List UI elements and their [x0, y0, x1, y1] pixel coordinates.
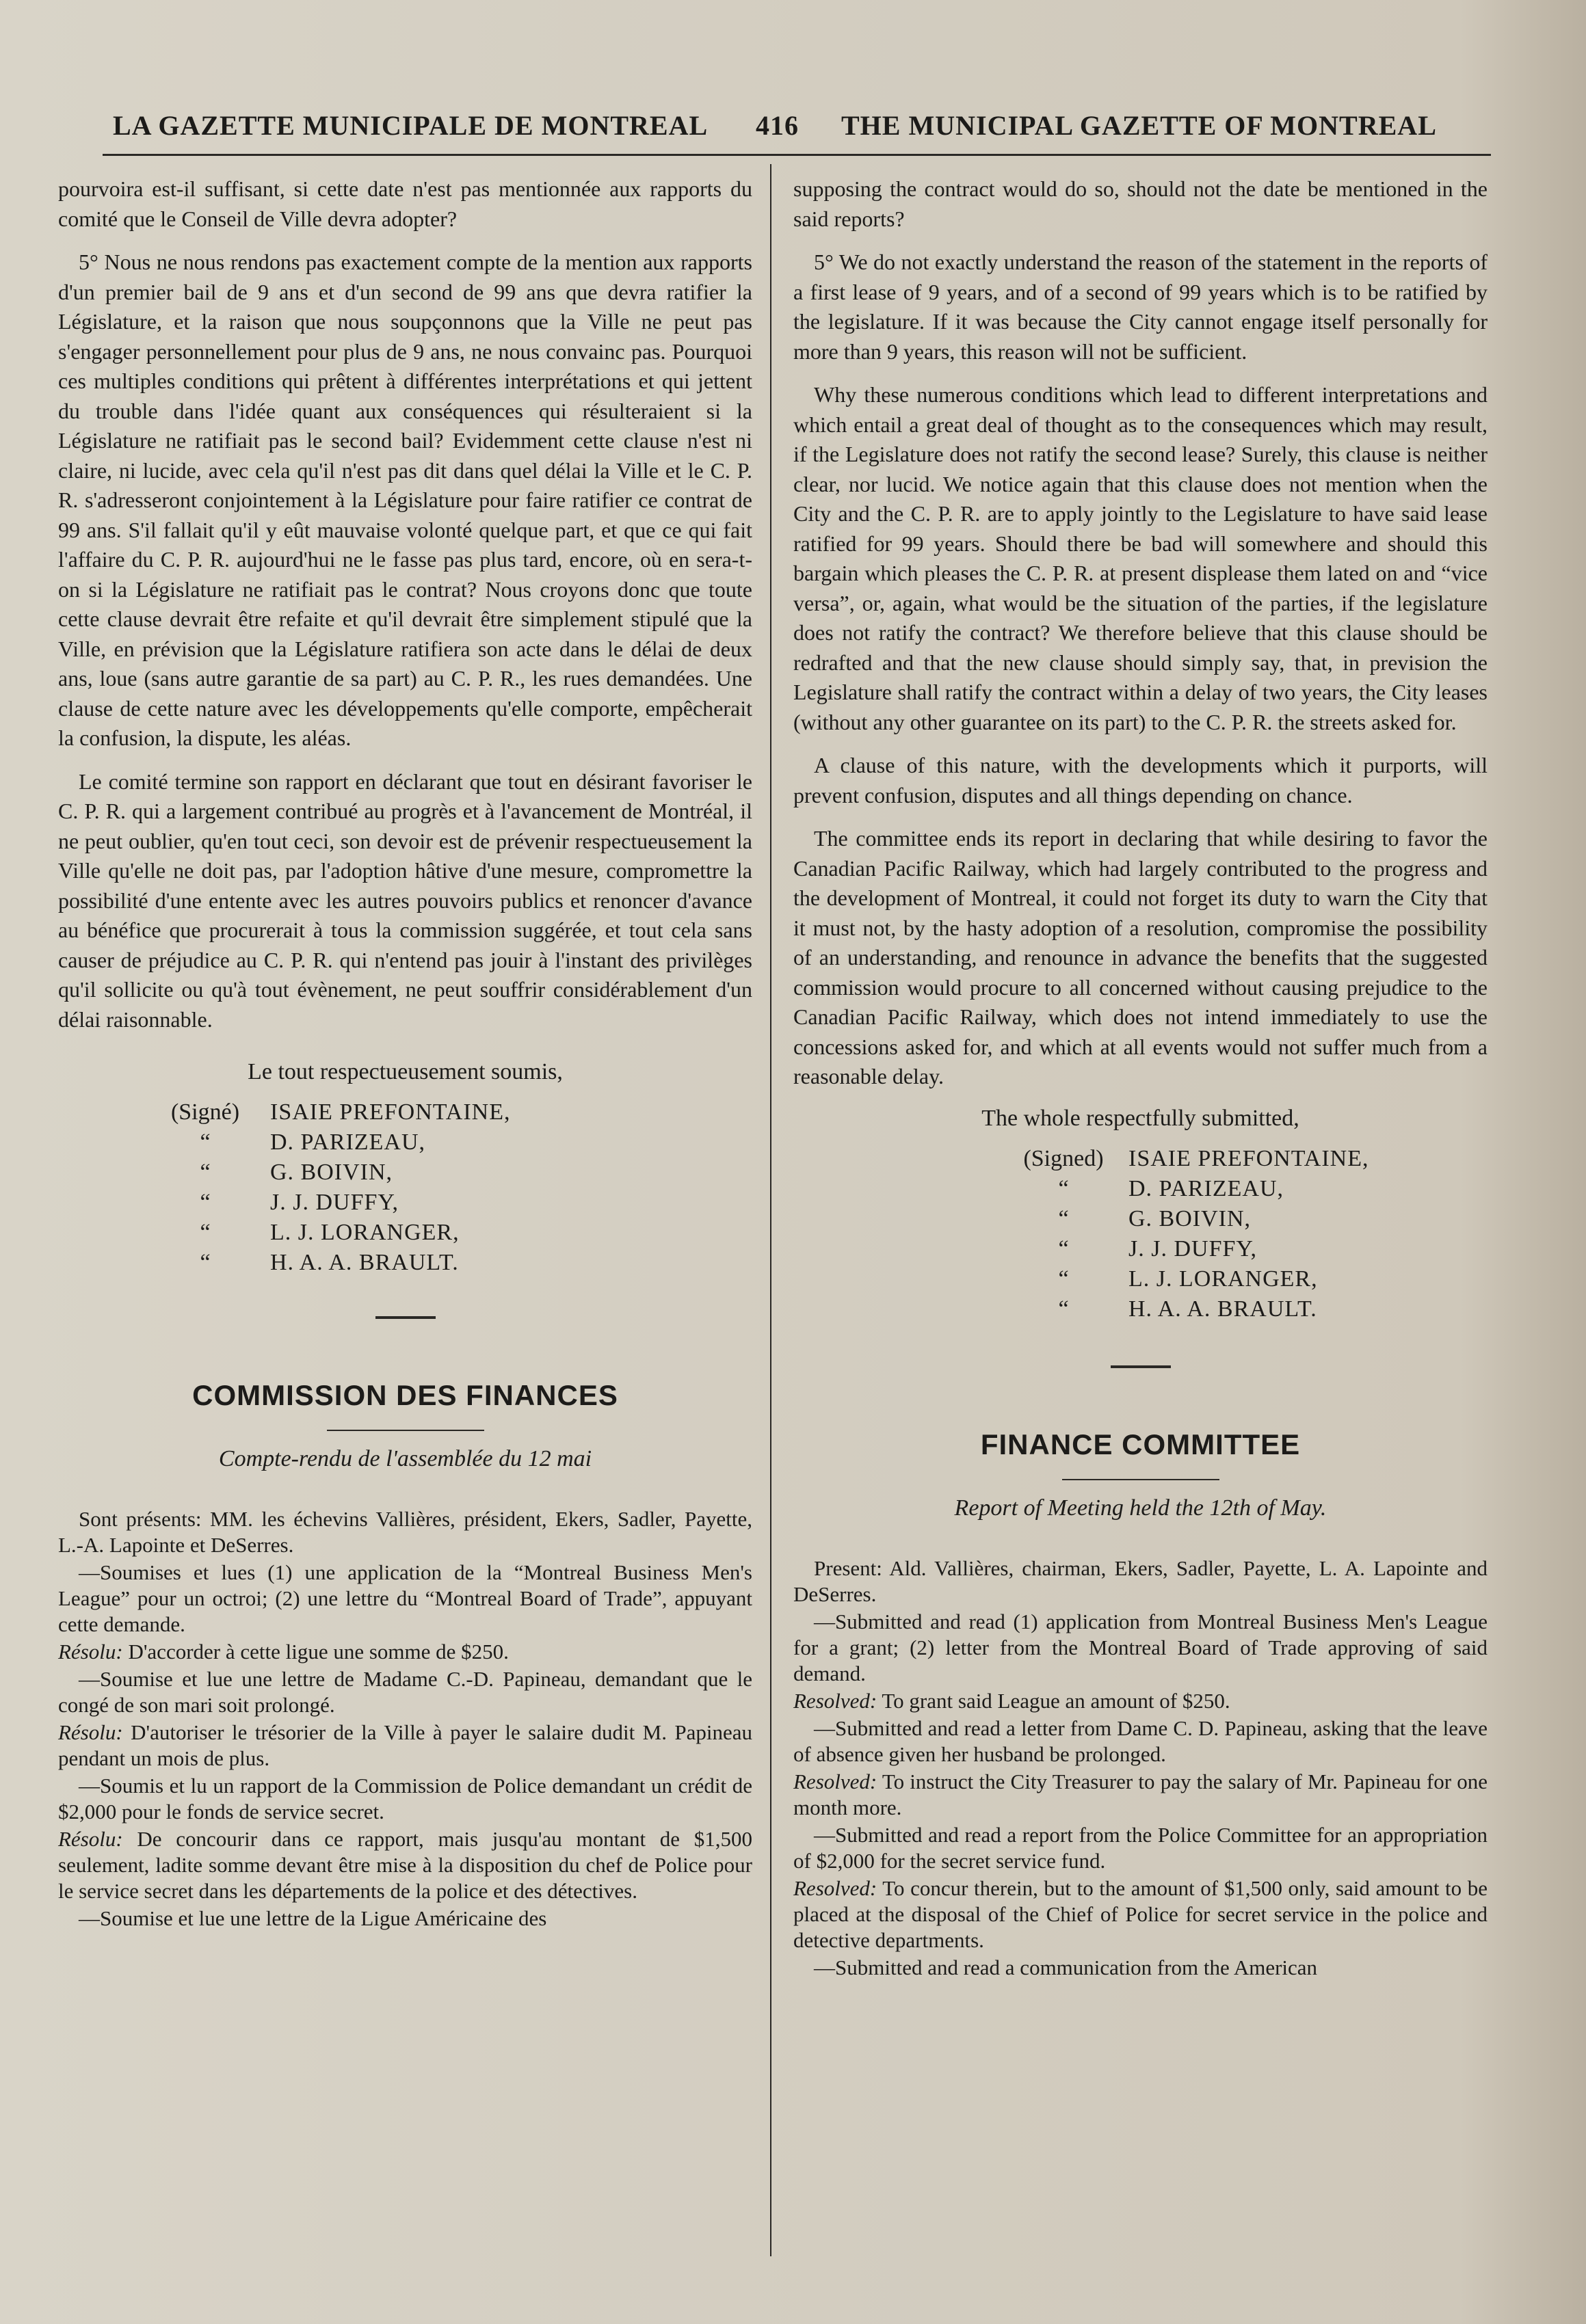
en-paragraph-1: supposing the contract would do so, should not the date be mentioned in the said reports? [793, 176, 1488, 231]
fr-signatory: L. J. LORANGER, [270, 1220, 460, 1245]
en-resolution-label: Resolved: [793, 1875, 877, 1900]
en-minute-text: —Submitted and read a letter from Dame C. D. Papineau, asking that the leave of absence given her husband be prolonged. [793, 1715, 1488, 1766]
en-minute-item [793, 1822, 1488, 1874]
fr-signed-label: (Signé) [170, 1099, 240, 1125]
en-signatory: ISAIE PREFONTAINE, [1128, 1145, 1369, 1171]
en-minute-resolution [793, 1688, 1488, 1714]
fr-minute-item [58, 1773, 752, 1825]
en-closing: The whole respectfully submitted, [981, 1105, 1299, 1131]
en-section-divider [1111, 1365, 1171, 1368]
fr-signatory: J. J. DUFFY, [270, 1190, 399, 1215]
fr-minute-present [58, 1506, 752, 1558]
en-minute-present [793, 1555, 1488, 1607]
fr-paragraph-2: 5° Nous ne nous rendons pas exactement compte de la mention aux rapports d'un premier bail de 9 ans et d'un second de 99 ans que devra ratifier la Législature, et la raison que nous soupçonnons que la Ville ne peut pas s'engager personnellement pour plus de 9 ans, ne nous convainc pas. Pourquoi ces multiples conditions qui prêtent à différentes interprétations et qui jettent du trouble dans l'idée quant aux conséquences qui résulteraient si la Législature ne ratifiait pas le second bail? Evidemment cette clause n'est ni claire, ni lucide, avec cela qu'il n'est pas dit dans quel délai la Ville et le C. P. R. s'adresseront conjointement à la Législature pour faire ratifier ce contrat de 99 ans. S'il fallait qu'il y eût mauvaise volonté quelque part, et que ce qui fait l'affaire du C. P. R. aujourd'hui ne le fasse pas plus tard, encore, où en sera-t-on si la Législature ne ratifiait pas le contrat? Nous croyons donc que toute cette clause devrait être refaite et qu'il devrait être simplement stipulé que la Ville, en prévision que la Législature ratifiera son acte dans le délai de deux ans, loue (sans autre garantie de sa part) au C. P. R., les rues demandées. Une clause de cette nature avec les développements qu'elle comporte, empêcherait la confusion, la dispute, les aléas. [58, 250, 752, 750]
en-signed-label: (Signed) [1023, 1145, 1104, 1171]
en-ditto: “ [1058, 1175, 1069, 1201]
fr-minute-resolution [58, 1720, 752, 1772]
en-minute-text: To grant said League an amount of $250. [877, 1688, 1230, 1713]
fr-minute-text: De concourir dans ce rapport, mais jusqu'au montant de $1,500 seulement, ladite somme devant être mise à la disposition du chef de Police pour le service secret dans les départements de la police et des détectives. [58, 1827, 752, 1903]
fr-minute-item [58, 1906, 752, 1932]
en-minute-text: —Submitted and read a report from the Police Committee for an appropriation of $2,000 for the secret service fund. [793, 1822, 1488, 1873]
en-ditto: “ [1058, 1266, 1069, 1292]
english-column [793, 174, 1488, 1982]
fr-minute-text: —Soumise et lue une lettre de la Ligue Américaine des [79, 1906, 547, 1930]
en-minute-text: Present: Ald. Vallières, chairman, Ekers, Sadler, Payette, L. A. Lapointe and DeSerres. [793, 1555, 1488, 1606]
fr-minute-item [58, 1666, 752, 1718]
en-paragraph-2: 5° We do not exactly understand the reason of the statement in the reports of a first lease of 9 years, and of a second of 99 years which is to be ratified by the legislature. If it was because the City cannot engage itself personally for more than 9 years, this reason will not be sufficient. [793, 250, 1488, 364]
fr-minute-text: —Soumis et lu un rapport de la Commission de Police demandant un crédit de $2,000 pour le fonds de service secret. [58, 1774, 752, 1824]
fr-paragraph-3: Le comité termine son rapport en déclarant que tout en désirant favoriser le C. P. R. qui a largement contribué au progrès et à l'avancement de Montréal, il ne peut oublier, qu'en tout ceci, son devoir est de prévenir respectueusement la Ville qu'elle ne doit pas, par l'adoption hâtive d'une mesure, compromettre la possibilité d'une entente avec les autres pouvoirs publics et renoncer d'avance au bénéfice que procurerait à tous la commission suggérée, et tout cela sans causer de préjudice au C. P. R. qui n'entend pas jouir à l'instant des privilèges qu'il sollicite ou qu'à tout évènement, ne peut souffrir considérablement d'un délai raisonnable. [58, 769, 752, 1032]
fr-section-divider [375, 1316, 436, 1319]
fr-resolution-label: Résolu: [58, 1720, 123, 1744]
en-signatory: H. A. A. BRAULT. [1128, 1296, 1317, 1322]
en-resolution-label: Resolved: [793, 1688, 877, 1713]
fr-title-rule [327, 1430, 484, 1431]
en-minute-item [793, 1715, 1488, 1767]
en-ditto: “ [1058, 1205, 1069, 1231]
en-signatory: G. BOIVIN, [1128, 1205, 1252, 1231]
en-signatory: D. PARIZEAU, [1128, 1175, 1284, 1201]
en-minutes [793, 1555, 1488, 1981]
fr-resolution-label: Résolu: [58, 1640, 123, 1664]
fr-minute-text: —Soumises et lues (1) une application de la “Montreal Business Men's League” pour un octroi; (2) une lettre du “Montreal Board of Trade”, appuyant cette demande. [58, 1560, 752, 1636]
fr-minute-text: D'accorder à cette ligue une somme de $250. [122, 1640, 509, 1664]
en-minute-item [793, 1955, 1488, 1981]
header-rule [103, 154, 1491, 156]
en-minute-text: To concur therein, but to the amount of $1,500 only, said amount to be placed at the disposal of the Chief of Police for secret service in the police and detective departments. [793, 1875, 1488, 1952]
en-minute-text: —Submitted and read a communication from the American [814, 1955, 1318, 1979]
en-resolution-label: Resolved: [793, 1769, 877, 1793]
en-minute-text: —Submitted and read (1) application from Montreal Business Men's League for a grant; (2) letter from the Montreal Board of Trade approving of said demand. [793, 1609, 1488, 1685]
header-english-title: THE MUNICIPAL GAZETTE OF MONTREAL [841, 110, 1437, 141]
fr-closing: Le tout respectueusement soumis, [248, 1059, 563, 1084]
en-signatory: J. J. DUFFY, [1128, 1236, 1258, 1261]
fr-paragraph-1: pourvoira est-il suffisant, si cette date n'est pas mentionnée aux rapports du comité que le Conseil de Ville devra adopter? [58, 176, 752, 231]
fr-ditto: “ [200, 1190, 211, 1215]
fr-minutes [58, 1506, 752, 1932]
en-paragraph-4: A clause of this nature, with the developments which it purports, will prevent confusion, disputes and all things depending on chance. [793, 753, 1488, 807]
fr-ditto: “ [200, 1160, 211, 1185]
en-minute-resolution [793, 1875, 1488, 1953]
column-divider [770, 164, 771, 2256]
fr-signatory: G. BOIVIN, [270, 1160, 393, 1185]
fr-minute-item [58, 1560, 752, 1638]
en-minute-resolution [793, 1769, 1488, 1821]
en-signatories [999, 1144, 1369, 1324]
fr-signatory: H. A. A. BRAULT. [270, 1250, 459, 1275]
fr-ditto: “ [200, 1250, 211, 1275]
fr-minute-text: Sont présents: MM. les échevins Vallières, président, Ekers, Sadler, Payette, L.-A. Lapointe et DeSerres. [58, 1507, 752, 1557]
fr-section-title: COMMISSION DES FINANCES [192, 1379, 618, 1411]
fr-resolution-label: Résolu: [58, 1827, 123, 1851]
fr-minute-text: D'autoriser le trésorier de la Ville à payer le salaire dudit M. Papineau pendant un mois de plus. [58, 1720, 752, 1770]
en-minute-text: To instruct the City Treasurer to pay the salary of Mr. Papineau for one month more. [793, 1769, 1488, 1819]
page-number: 416 [756, 110, 799, 141]
fr-minute-resolution [58, 1639, 752, 1665]
en-section-subtitle: Report of Meeting held the 12th of May. [954, 1495, 1327, 1521]
en-section-title: FINANCE COMMITTEE [980, 1428, 1301, 1460]
header-french-title: LA GAZETTE MUNICIPALE DE MONTREAL [113, 110, 709, 141]
fr-signatory: D. PARIZEAU, [270, 1130, 426, 1155]
fr-section-subtitle: Compte-rendu de l'assemblée du 12 mai [218, 1446, 592, 1471]
en-paragraph-3: Why these numerous conditions which lead to different interpretations and which entail a great deal of thought as to the consequences which may result, if the Legislature does not ratify the second lease? Surely, this clause is neither clear, nor lucid. We notice again that this clause does not mention when the City and the C. P. R. are to apply jointly to the Legislature to have said lease ratified for 99 years. Should there be bad will somewhere and should this bargain which pleases the C. P. R. at present displease them lated on and “vice versa”, or, again, what would be the situation of the parties, if the legislature does not ratify the contract? We therefore believe that this clause should be redrafted and that the new clause should simply say, that, in prevision the Legislature shall ratify the contract within a delay of two years, the City leases (without any other guarantee on its part) to the C. P. R. the streets asked for. [793, 382, 1488, 734]
en-title-rule [1062, 1479, 1219, 1480]
fr-ditto: “ [200, 1220, 211, 1245]
en-paragraph-5: The committee ends its report in declaring that while desiring to favor the Canadian Pacific Railway, which had largely contributed to the progress and the development of Montreal, it could not forget its duty to warn the City that it must not, by the hasty adoption of a resolution, compromise the possibility of an understanding, and renounce in advance the benefits that the suggested commission would procure to all concerned without causing prejudice to the Canadian Pacific Railway, which does not intend immediately to use the concessions asked for, and which at all events would not suffer much from a reasonable delay. [793, 826, 1488, 1088]
fr-signature-block [58, 1059, 752, 1278]
fr-minute-text: —Soumise et lue une lettre de Madame C.-D. Papineau, demandant que le congé de son mari soit prolongé. [58, 1667, 752, 1717]
en-signature-block [793, 1106, 1488, 1324]
fr-signatory: ISAIE PREFONTAINE, [270, 1099, 511, 1125]
en-signatory: L. J. LORANGER, [1128, 1266, 1318, 1292]
en-ditto: “ [1058, 1296, 1069, 1322]
en-ditto: “ [1058, 1236, 1069, 1261]
en-minute-item [793, 1609, 1488, 1687]
fr-minute-resolution [58, 1826, 752, 1904]
french-column [58, 174, 752, 1933]
page-header [89, 103, 1484, 157]
fr-signatories [140, 1097, 511, 1278]
fr-ditto: “ [200, 1130, 211, 1155]
